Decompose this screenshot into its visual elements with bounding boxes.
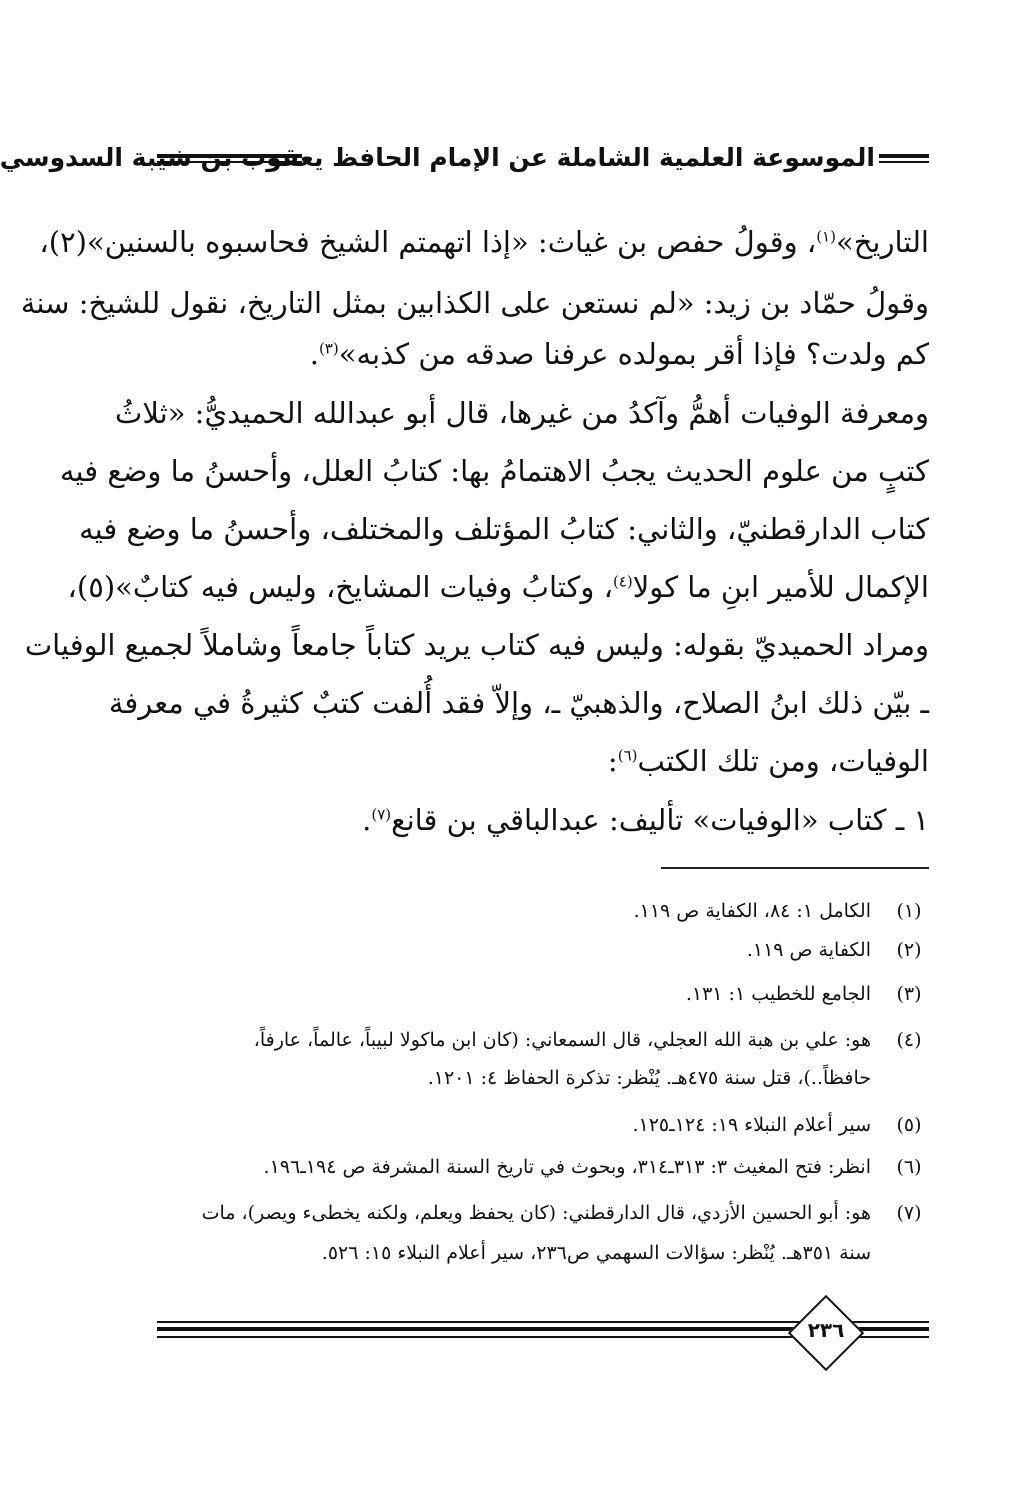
footnote-text-continuation: حافظاً..)، قتل سنة ٤٧٥هـ. يُنْظر: تذكرة الحفاظ ٤: ١٢٠١. xyxy=(427,1067,871,1089)
footnote-number: (٤) xyxy=(896,1029,922,1051)
footnote xyxy=(157,935,929,965)
body-line: ١ ـ كتاب «الوفيات» تأليف: عبدالباقي بن قانع$^{(٧)}$. xyxy=(362,803,929,837)
footnote xyxy=(157,1198,929,1268)
body-line: ومراد الحميديّ بقوله: وليس فيه كتاب يريد كتاباً جامعاً وشاملاً لجميع الوفيات xyxy=(24,628,929,662)
footnote-number: (١) xyxy=(896,900,922,922)
footnote xyxy=(157,1152,929,1182)
footnote xyxy=(157,1025,929,1095)
body-line: الوفيات، ومن تلك الكتب$^{(٦)}$: xyxy=(607,744,929,778)
footnote-number: (٢) xyxy=(896,939,922,961)
body-line: وقولُ حمّاد بن زيد: «لم نستعن على الكذابين بمثل التاريخ، نقول للشيخ: سنة xyxy=(20,286,929,320)
footnote-separator xyxy=(661,867,929,869)
body-line: كم ولدت؟ فإذا أقر بمولده عرفنا صدقه من كذبه»$^{(٣)}$. xyxy=(309,337,929,371)
footnote-number: (٥) xyxy=(896,1114,922,1136)
running-header-title: الموسوعة العلمية الشاملة عن الإمام الحافظ يعقوب بن شيبة السدوسي xyxy=(0,143,875,172)
footnote-text: هو: علي بن هبة الله العجلي، قال السمعاني: (كان ابن ماكولا لبيباً، عالماً، عارفاً، xyxy=(253,1029,871,1051)
body-line: الإكمال للأمير ابنِ ما كولا$^{(٤)}$، وكتابُ وفيات المشايخ، وليس فيه كتابٌ»(٥)، xyxy=(67,570,929,604)
footnote-text: هو: أبو الحسين الأزدي، قال الدارقطني: (كان يحفظ ويعلم، ولكنه يخطىء ويصر)، مات xyxy=(201,1202,871,1224)
footnote-text: الجامع للخطيب ١: ١٣١. xyxy=(685,983,871,1005)
footnote-text: الكامل ١: ٨٤، الكفاية ص ١١٩. xyxy=(633,900,871,922)
footnote xyxy=(157,896,929,926)
footnote-text-continuation: سنة ٣٥١هـ. يُنْظر: سؤالات السهمي ص٢٣٦، سير أعلام النبلاء ١٥: ٥٢٦. xyxy=(321,1242,871,1264)
footnote xyxy=(157,1110,929,1140)
footnote-number: (٧) xyxy=(896,1202,922,1224)
footnote xyxy=(157,979,929,1009)
footnote-number: (٣) xyxy=(896,983,922,1005)
header-rule-right-thin xyxy=(879,161,929,163)
page-number: ٢٣٦ xyxy=(807,1318,845,1342)
body-line: ـ بيّن ذلك ابنُ الصلاح، والذهبيّ ـ، وإلاّ فقد أُلفت كتبٌ كثيرةُ في معرفة xyxy=(108,686,929,720)
footnote-text: سير أعلام النبلاء ١٩: ١٢٤ـ١٢٥. xyxy=(632,1114,871,1136)
body-line: كتاب الدارقطنيّ، والثاني: كتابُ المؤتلف والمختلف، وأحسنُ ما وضع فيه xyxy=(79,512,929,546)
footnote-text: انظر: فتح المغيث ٣: ٣١٣ـ٣١٤، وبحوث في تاريخ السنة المشرفة ص ١٩٤ـ١٩٦. xyxy=(263,1156,871,1178)
header-rule-right-thick xyxy=(879,154,929,158)
footnote-number: (٦) xyxy=(896,1156,922,1178)
body-line: ومعرفة الوفيات أهمُّ وآكدُ من غيرها، قال أبو عبدالله الحميديُّ: «ثلاثُ xyxy=(115,396,929,430)
body-line: التاريخ»$^{(١)}$، وقولُ حفص بن غياث: «إذا اتهمتم الشيخ فحاسبوه بالسنين»(٢)، xyxy=(39,225,929,259)
body-line: كتبٍ من علوم الحديث يجبُ الاهتمامُ بها: كتابُ العلل، وأحسنُ ما وضع فيه xyxy=(59,454,929,488)
footnote-text: الكفاية ص ١١٩. xyxy=(746,939,871,961)
